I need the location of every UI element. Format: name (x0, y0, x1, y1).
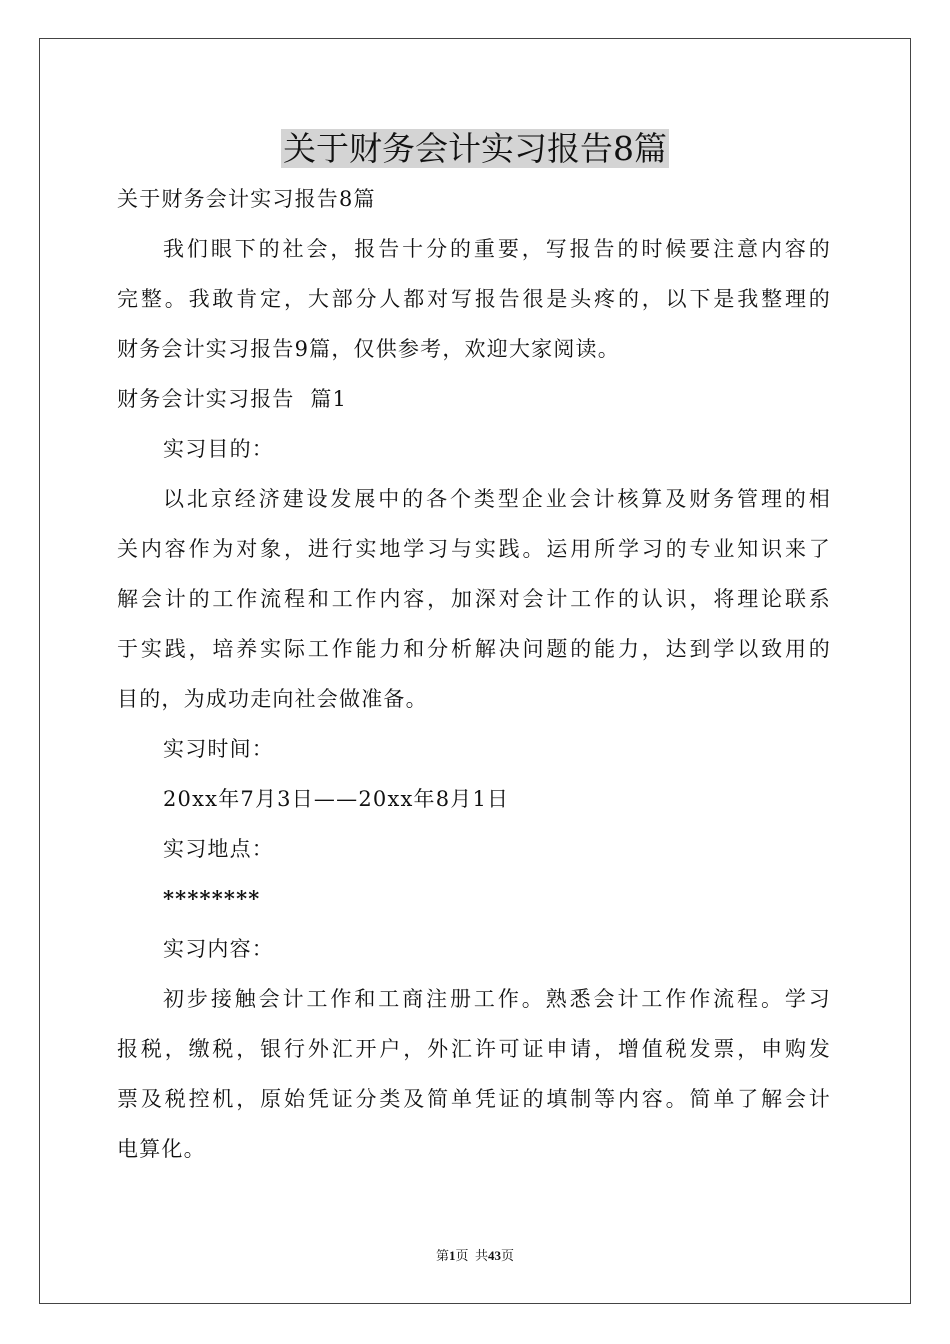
footer-page-number: 1 (448, 1248, 456, 1263)
content-line-2: 报税，缴税，银行外汇开户，外汇许可证申请，增值税发票，申购发 (117, 1037, 831, 1061)
document-subtitle: 关于财务会计实习报告8篇 (117, 187, 376, 211)
content-label: 实习内容： (163, 937, 274, 961)
content-line-4: 电算化。 (117, 1137, 206, 1161)
content-line-3: 票及税控机，原始凭证分类及简单凭证的填制等内容。简单了解会计 (117, 1087, 831, 1111)
place-value: ******** (163, 886, 261, 911)
time-label: 实习时间： (163, 737, 274, 761)
footer-total-suffix: 页 (501, 1248, 515, 1263)
intro-line-3: 财务会计实习报告9篇，仅供参考，欢迎大家阅读。 (117, 337, 620, 361)
page-footer (0, 1247, 950, 1265)
purpose-line-3: 解会计的工作流程和工作内容，加深对会计工作的认识，将理论联系 (117, 587, 831, 611)
footer-page-prefix: 第 (435, 1248, 449, 1263)
content-line-1: 初步接触会计工作和工商注册工作。熟悉会计工作作流程。学习 (163, 987, 831, 1011)
place-label: 实习地点： (163, 837, 274, 861)
section-heading-1: 财务会计实习报告 篇1 (117, 387, 348, 411)
purpose-line-4: 于实践，培养实际工作能力和分析解决问题的能力，达到学以致用的 (117, 637, 831, 661)
time-value: 20xx年7月3日——20xx年8月1日 (163, 787, 510, 811)
purpose-line-1: 以北京经济建设发展中的各个类型企业会计核算及财务管理的相 (163, 487, 831, 511)
intro-line-2: 完整。我敢肯定，大部分人都对写报告很是头疼的，以下是我整理的 (117, 287, 831, 311)
footer-page-suffix: 页 共 (455, 1248, 488, 1263)
purpose-line-5: 目的，为成功走向社会做准备。 (117, 687, 428, 711)
intro-line-1: 我们眼下的社会，报告十分的重要，写报告的时候要注意内容的 (163, 237, 831, 261)
page-border (39, 38, 911, 1304)
document-title: 关于财务会计实习报告8篇 (283, 129, 667, 168)
footer-total-pages: 43 (488, 1248, 501, 1263)
purpose-label: 实习目的： (163, 437, 274, 461)
purpose-line-2: 关内容作为对象，进行实地学习与实践。运用所学习的专业知识来了 (117, 537, 831, 561)
